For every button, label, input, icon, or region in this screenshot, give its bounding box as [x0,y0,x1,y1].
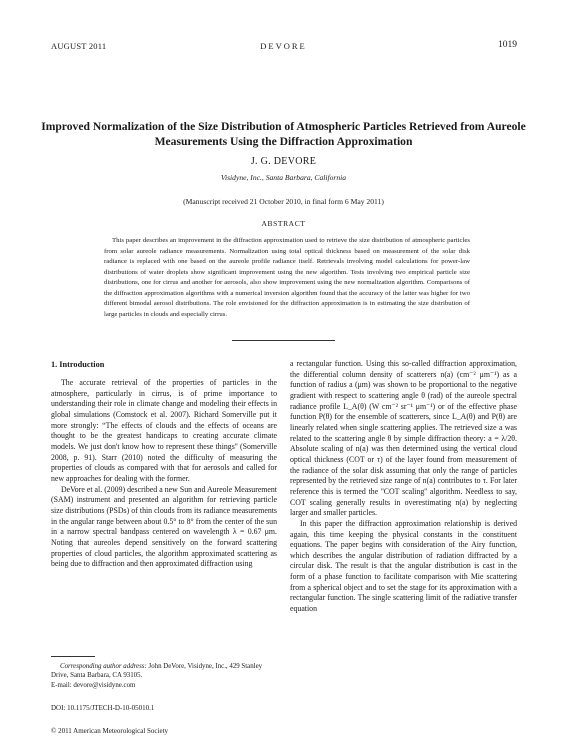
footnote-email: E-mail: devore@visidyne.com [51,681,136,689]
author-name: J. G. DEVORE [250,156,317,167]
running-header-author: DEVORE [260,41,307,51]
running-header-date: AUGUST 2011 [51,41,107,51]
body-paragraph: a rectangular function. Using this so-called diffraction approximation, the differential column density of scatterers n(a) (cm⁻² μm⁻¹) as a function of radius a (μm) was shown to be proportional to the negative gradient with respect to scattering angle θ (rad) of the aureole spectral radiance profile L_A(θ) (W cm⁻² sr⁻¹ μm⁻¹) or of the effective phase function P(θ) for the ensemble of scatterers, since L_A(θ) and P(θ) are linearly related when single scattering applies. The retrieved size a was related to the scattering angle θ by simple diffraction theory: a = λ/2θ. Absolute scaling of n(a) was then determined using the vertical cloud optical thickness (COT or τ) of the layer found from measurement of the radiance of the solar disk assuming that only the range of particles represented by the retrieved size range of n(a) contributes to τ. For later reference this is termed the ''COT scaling'' algorithm. Needless to say, COT scaling generally results in overestimating n(a) by neglecting larger and smaller particles. [290,359,517,518]
doi-line: DOI: 10.1175/JTECH-D-10-05010.1 [51,704,155,712]
body-paragraph: The accurate retrieval of the properties of particles in the atmosphere, particularly in cirrus, is of prime importance to understanding their role in climate change and modeling their effects in global simulations (Comstock et al. 2007). Richard Somerville put it more strongly: “The effects of clouds and the effects of oceans are thought to be the greatest handicaps to creating accurate climate models. We just don't know how to represent these things'' (Somerville 2008, p. 91). Starr (2010) noted the difficulty of measuring the properties of clouds as compared with that for aerosols and called for new approaches for dealing with the former. [51,378,277,483]
body-paragraph: In this paper the diffraction approximation relationship is derived again, this time keeping the physical constants in the constituent equations. The paper begins with consideration of the Airy function, which describes the angular distribution of radiation diffracted by a circular disk. The result is that the angular distribution is cast in the form of a phase function to facilitate comparison with Mie scattering from a spherical object and to set the stage for its approximation with a rectangular function. The single scattering limit of the radiative transfer equation [290,518,517,614]
footnote-divider [51,656,95,657]
page-number: 1019 [498,40,517,50]
body-paragraph: DeVore et al. (2009) described a new Sun and Aureole Measurement (SAM) instrument and presented an algorithm for retrieving particle size distributions (PSDs) of thin clouds from its radiance measurements in the angular range between about 0.5° to 8° from the center of the sun in a narrow spectral bandpass centered on wavelength λ = 0.67 μm. Noting that aureoles depend sensitively on the forward scattering properties of cloud particles, the algorithm approximated scattering as being due to diffraction and then approximated diffraction using [51,484,277,569]
footnote-address: John DeVore, Visidyne, Inc., 429 Stanley Drive, Santa Barbara, CA 93105. [51,663,263,680]
section-heading-introduction: 1. Introduction [51,360,105,369]
manuscript-received-line: (Manuscript received 21 October 2010, in final form 6 May 2011) [183,197,384,206]
left-column-body [51,378,277,570]
copyright-line: © 2011 American Meteorological Society [51,727,169,735]
footnote-label: Corresponding author address: [60,663,147,670]
corresponding-author-footnote [51,662,277,690]
abstract-heading: ABSTRACT [261,219,306,228]
paper-title: Improved Normalization of the Size Distribution of Atmospheric Particles Retrieved from Aureole Measurements Using the Diffraction Approximation [41,120,526,148]
author-affiliation: Visidyne, Inc., Santa Barbara, California [220,173,347,182]
abstract-text: This paper describes an improvement in the diffraction approximation used to retrieve the size distribution of atmospheric particles from solar aureole radiance measurements. Normalization using total optical thickness based on measurement of the solar disk radiance is replaced with one based on the aureole profile radiance itself. Retrievals involving model calculations for power-law distributions of water droplets show significant improvement using the new algorithm. Tests involving two empirical particle size distributions, one for cirrus and another for aerosols, also show improvement using the new normalization algorithm. Comparisons of the diffraction approximation algorithms with a numerical inversion algorithm found that the accuracy of the latter was higher for two different bimodal aerosol distributions. The role envisioned for the diffraction approximation is in estimating the size distribution of large particles in clouds and especially cirrus. [104,237,470,318]
abstract-divider [232,340,335,341]
right-column-body [290,359,517,615]
